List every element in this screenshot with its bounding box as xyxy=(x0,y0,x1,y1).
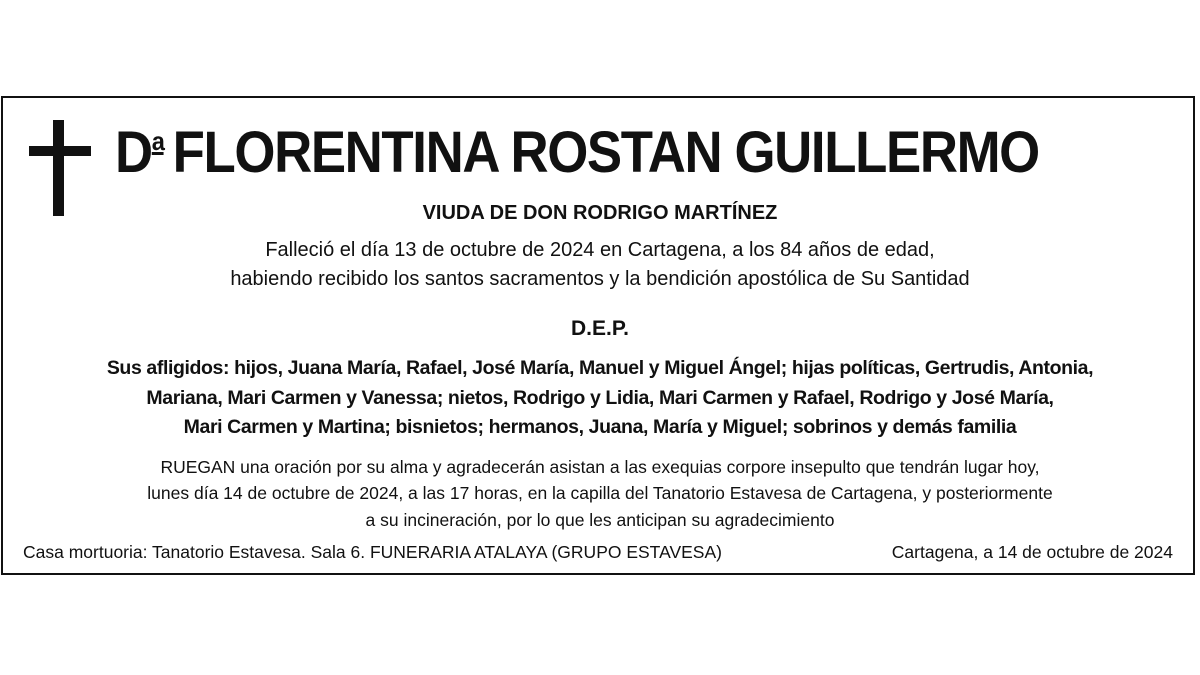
death-info-line-2: habiendo recibido los santos sacramentos y la bendición apostólica de Su Santidad xyxy=(230,268,970,290)
title-prefix: D xyxy=(115,120,152,185)
rip-label: D.E.P. xyxy=(571,317,629,340)
funeral-request-line-3: a su incineración, por lo que les anticipan su agradecimiento xyxy=(365,510,835,530)
family-line-3: Mari Carmen y Martina; bisnietos; hermanos, Juana, María y Miguel; sobrinos y demás familia xyxy=(183,416,1017,438)
widow-subtitle: VIUDA DE DON RODRIGO MARTÍNEZ xyxy=(422,202,778,224)
family-line-1: Sus afligidos: hijos, Juana María, Rafael, José María, Manuel y Miguel Ángel; hijas políticas, Gertrudis, Antonia, xyxy=(106,357,1094,379)
title-ordinal: a xyxy=(151,126,164,156)
family-line-2: Mariana, Mari Carmen y Vanessa; nietos, Rodrigo y Lidia, Mari Carmen y Rafael, Rodrigo y José María, xyxy=(146,387,1054,409)
obituary-notice xyxy=(1,96,1195,575)
death-info-line-1: Falleció el día 13 de octubre de 2024 en Cartagena, a los 84 años de edad, xyxy=(265,239,935,261)
place-and-date: Cartagena, a 14 de octubre de 2024 xyxy=(891,542,1173,562)
funeral-request-line-1: RUEGAN una oración por su alma y agradecerán asistan a las exequias corpore insepulto que tendrán lugar hoy, xyxy=(160,457,1040,477)
funeral-request-line-2: lunes día 14 de octubre de 2024, a las 17 horas, en la capilla del Tanatorio Estavesa de Cartagena, y posteriormente xyxy=(147,483,1053,503)
funeral-home-info: Casa mortuoria: Tanatorio Estavesa. Sala 6. FUNERARIA ATALAYA (GRUPO ESTAVESA) xyxy=(23,542,722,562)
deceased-name xyxy=(115,118,1080,188)
title-name: FLORENTINA ROSTAN GUILLERMO xyxy=(172,120,1039,185)
